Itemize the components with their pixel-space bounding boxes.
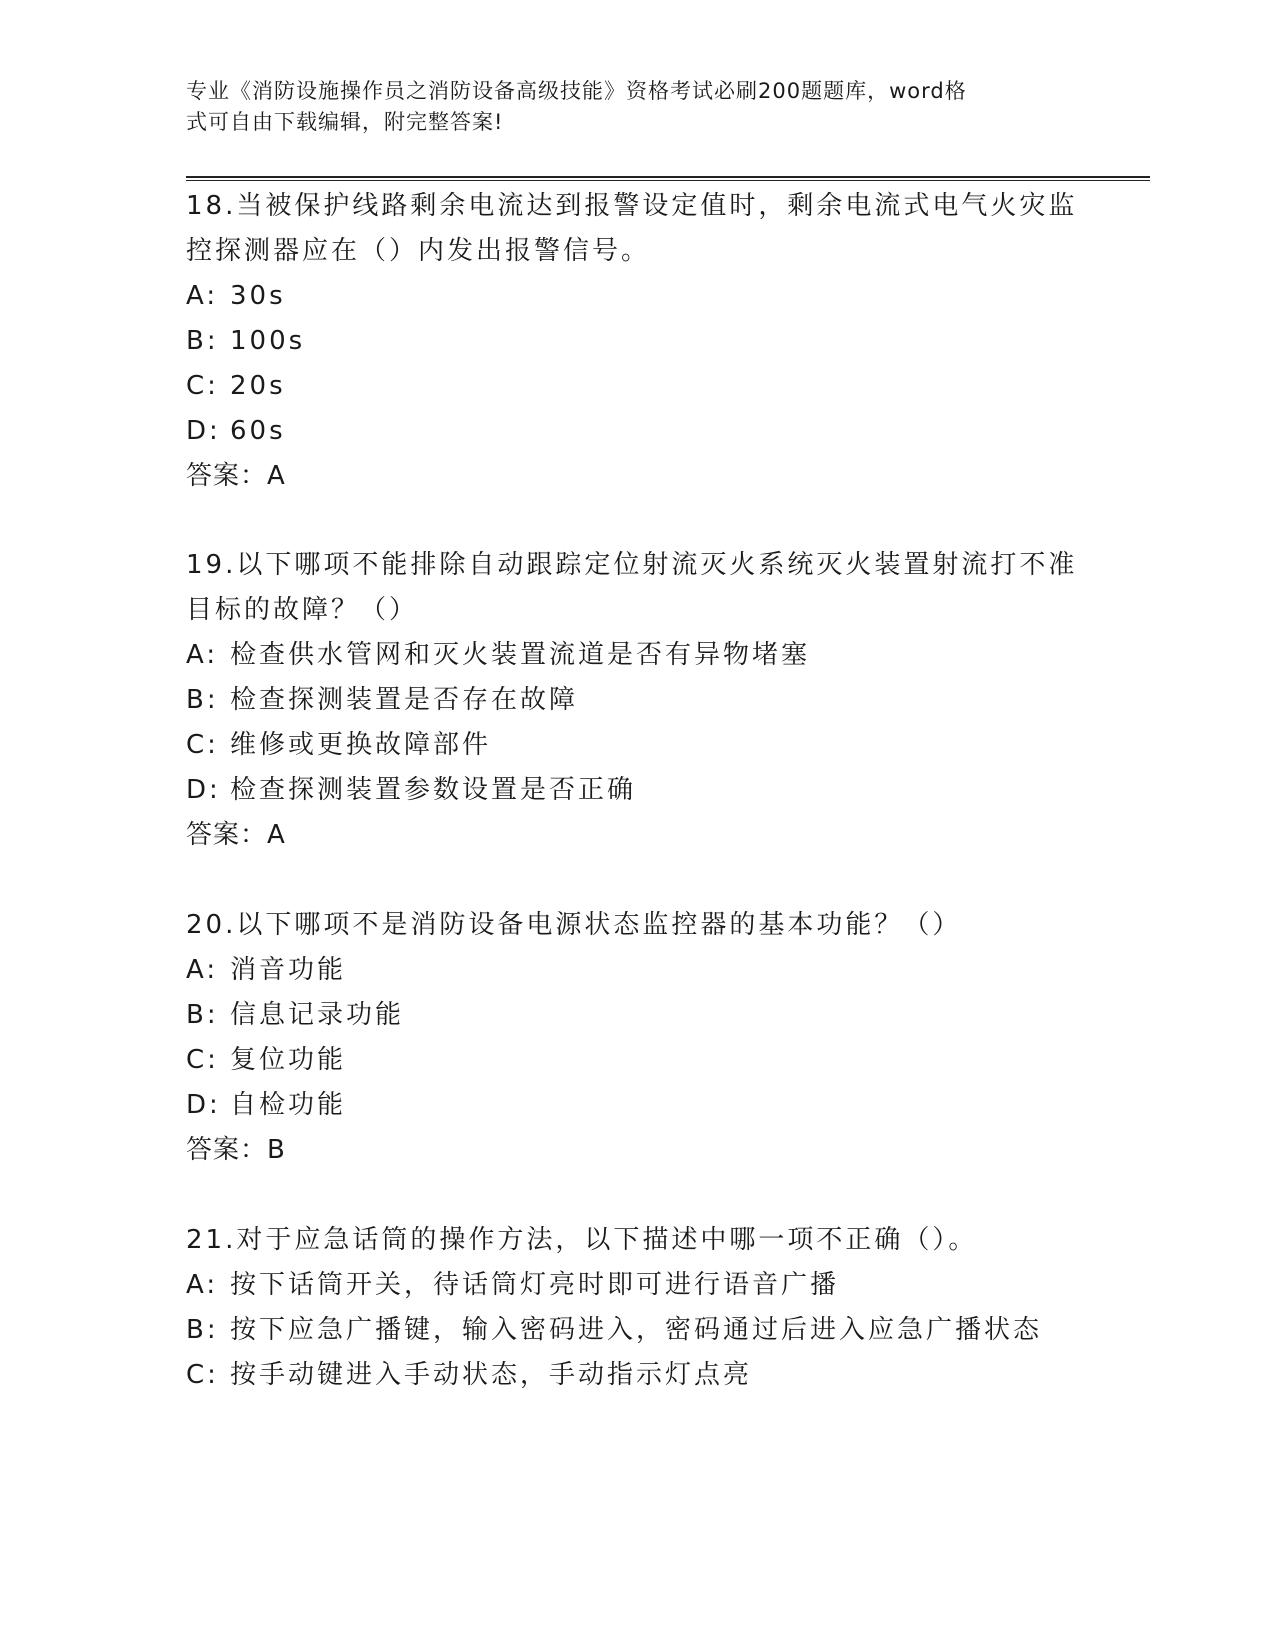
question-20 — [186, 903, 1086, 1173]
answer-line: 答案：A — [186, 461, 286, 491]
question-21 — [186, 1218, 1086, 1398]
question-18 — [186, 184, 1086, 499]
question-text-line: 21.对于应急话筒的操作方法，以下描述中哪一项不正确（）。 — [186, 1225, 978, 1255]
option-a: A: 30s — [186, 281, 286, 311]
header-line-1: 专业《消防设施操作员之消防设备高级技能》资格考试必刷200题题库，word格 — [186, 79, 967, 103]
option-b: B: 信息记录功能 — [186, 1000, 405, 1030]
header-line-2: 式可自由下载编辑，附完整答案! — [186, 110, 504, 134]
answer-line: 答案：A — [186, 820, 286, 850]
header-divider — [186, 176, 1150, 181]
option-b: B: 检查探测装置是否存在故障 — [186, 685, 579, 715]
document-header — [186, 76, 1066, 138]
question-text-line: 目标的故障？（） — [186, 595, 419, 625]
option-c: C: 按手动键进入手动状态，手动指示灯点亮 — [186, 1360, 753, 1390]
option-a: A: 检查供水管网和灭火装置流道是否有异物堵塞 — [186, 640, 811, 670]
option-c: C: 维修或更换故障部件 — [186, 730, 492, 760]
question-19 — [186, 543, 1086, 858]
option-d: D: 自检功能 — [186, 1090, 347, 1120]
option-d: D: 60s — [186, 416, 286, 446]
question-text-line: 20.以下哪项不是消防设备电源状态监控器的基本功能？（） — [186, 910, 962, 940]
option-d: D: 检查探测装置参数设置是否正确 — [186, 775, 637, 805]
option-c: C: 复位功能 — [186, 1045, 347, 1075]
answer-line: 答案：B — [186, 1135, 286, 1165]
question-text-line: 控探测器应在（）内发出报警信号。 — [186, 236, 651, 266]
option-b: B: 按下应急广播键，输入密码进入，密码通过后进入应急广播状态 — [186, 1315, 1043, 1345]
question-text-line: 19.以下哪项不能排除自动跟踪定位射流灭火系统灭火装置射流打不准 — [186, 550, 1078, 580]
option-c: C: 20s — [186, 371, 286, 401]
option-a: A: 消音功能 — [186, 955, 347, 985]
question-text-line: 18.当被保护线路剩余电流达到报警设定值时，剩余电流式电气火灾监 — [186, 191, 1078, 221]
option-a: A: 按下话筒开关，待话筒灯亮时即可进行语音广播 — [186, 1270, 840, 1300]
option-b: B: 100s — [186, 326, 306, 356]
